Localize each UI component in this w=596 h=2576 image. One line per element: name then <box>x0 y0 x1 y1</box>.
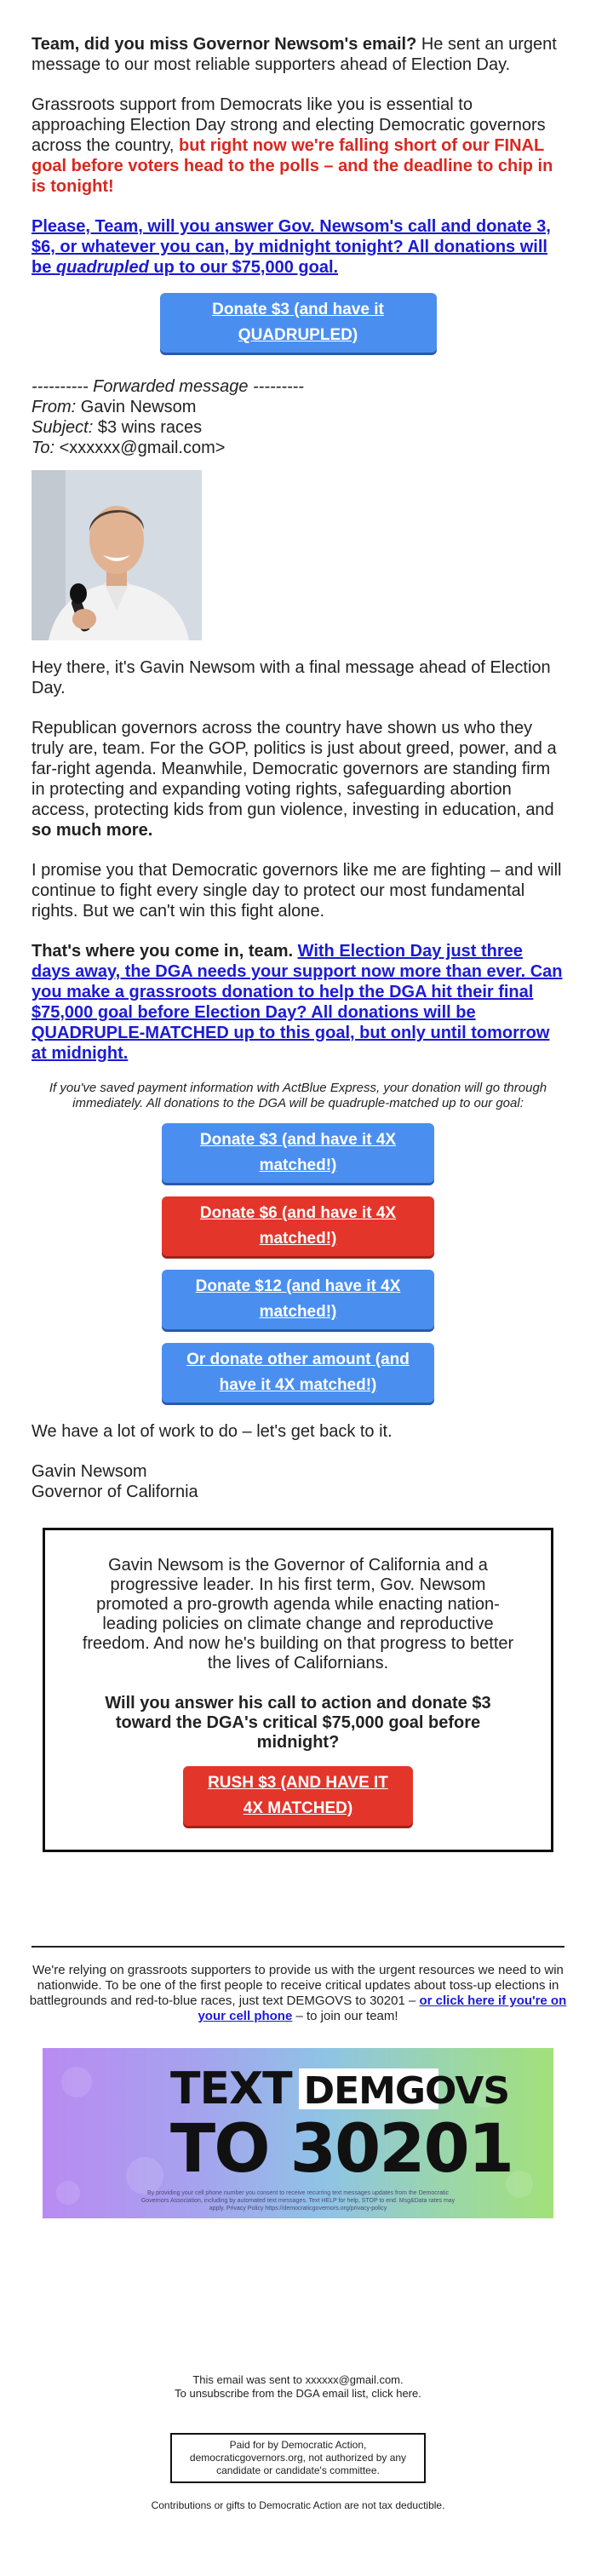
from-value: Gavin Newsom <box>76 398 197 416</box>
donate-quadrupled-button[interactable]: Donate $3 (and have it QUADRUPLED) <box>160 293 437 353</box>
intro-paragraph-2 <box>32 95 564 197</box>
signature-name: Gavin Newsom <box>32 1462 147 1481</box>
letter-p2-text: Republican governors across the country have shown us who they truly are, team. For the GOP, politics is just about greed, power, and a far-right agenda. Meanwhile, Democratic governors are standing firm in protecting and expanding voting rights, safeguarding abortion access, protecting kids from gun violence, investing in education, and <box>32 719 557 819</box>
rush-3-button[interactable]: RUSH $3 (AND HAVE IT 4X MATCHED) <box>183 1766 413 1826</box>
forwarded-header <box>32 376 564 458</box>
intro-paragraph-1 <box>32 34 564 75</box>
letter-p4-bold: That's where you come in, team. <box>32 942 298 961</box>
letter-donate-link[interactable]: With Election Day just three days away, the DGA needs your support now more than ever. Can you make a grassroots donation to help the DGA hit their final $75,000 goal before Election Day? All donations will be QUADRUPLE-MATCHED up to this goal, but only until tomorrow at midnight. <box>32 942 563 1063</box>
donate-12-button[interactable]: Donate $12 (and have it 4X matched!) <box>162 1270 434 1329</box>
sent-to-text: This email was sent to xxxxxx@gmail.com. <box>192 2373 404 2386</box>
intro-link-text-b[interactable]: up to our $75,000 goal. <box>148 258 339 277</box>
banner-fine-print: By providing your cell phone number you consent to receive recurring text messages updates from the Democratic Governors Association, including by automated text messages. Text HELP for help, STOP to end. Msg&Data rates may apply. Privacy Policy https://democraticgovernors.org/privacy-policy <box>140 2190 456 2212</box>
banner-text-line <box>170 2063 509 2117</box>
sms-banner[interactable] <box>43 2048 553 2218</box>
signature-title: Governor of California <box>32 1483 198 1501</box>
intro-paragraph-3 <box>32 216 564 278</box>
banner-keyword: DEMGOVS <box>303 2069 510 2113</box>
letter-paragraph-1: Hey there, it's Gavin Newsom with a final message ahead of Election Day. <box>32 658 551 697</box>
actblue-disclaimer: If you've saved payment information with ActBlue Express, your donation will go through immediately. All donations to the DGA will be quadruple-matched up to our goal: <box>49 1081 547 1110</box>
not-deductible-text: Contributions or gifts to Democratic Action are not tax deductible. <box>151 2499 445 2511</box>
banner-to-number: TO 30201 <box>170 2111 513 2188</box>
subject-value: $3 wins races <box>93 418 203 437</box>
donate-3-button[interactable]: Donate $3 (and have it 4X matched!) <box>162 1123 434 1183</box>
banner-text-word: TEXT <box>170 2063 292 2114</box>
letter-paragraph-3: I promise you that Democratic governors like me are fighting – and will continue to fight every single day to protect our most fundamental rights. But we can't win this fight alone. <box>32 861 562 921</box>
closing-line: We have a lot of work to do – let's get back to it. <box>32 1422 393 1441</box>
forwarded-line: ---------- Forwarded message --------- <box>32 377 304 396</box>
newsom-photo <box>32 470 202 640</box>
to-label: To: <box>32 439 55 457</box>
bio-ask: Will you answer his call to action and donate $3 toward the DGA's critical $75,000 goal before midnight? <box>105 1694 491 1752</box>
intro-greeting: Team, did you miss Governor Newsom's email? <box>32 35 417 54</box>
footer-sms-text <box>0 1963 596 2024</box>
unsubscribe-link[interactable]: To unsubscribe from the DGA email list, click here. <box>175 2387 421 2400</box>
footer-text-a: We're relying on grassroots supporters to provide us with the urgent resources we need to win nationwide. To be one of the first people to receive critical updates about toss-up elections in battlegrounds and red-to-blue races, just text DEMGOVS to 30201 – <box>29 1963 564 2008</box>
intro-text: He sent an urgent message to our most reliable supporters ahead of Election Day. <box>32 35 557 74</box>
paid-for-box: Paid for by Democratic Action, democraticgovernors.org, not authorized by any candidate or candidate's committee. <box>170 2433 426 2483</box>
letter-paragraph-4 <box>32 941 564 1064</box>
donate-other-button[interactable]: Or donate other amount (and have it 4X matched!) <box>162 1343 434 1403</box>
intro-p2-text: Grassroots support from Democrats like you is essential to approaching Election Day strong and electing Democratic governors across the country, <box>32 95 546 155</box>
bio-box <box>43 1528 553 1852</box>
footer-text-b: – to join our team! <box>292 2009 398 2023</box>
footer-cell-link[interactable]: or click here if you're on your cell phone <box>198 1994 567 2023</box>
donate-6-button[interactable]: Donate $6 (and have it 4X matched!) <box>162 1196 434 1256</box>
portrait-illustration <box>32 470 202 640</box>
intro-link-emphasis[interactable]: quadrupled <box>55 258 149 277</box>
donate-buttons-list <box>32 1123 564 1403</box>
intro-donate-link[interactable] <box>32 217 551 277</box>
subject-label: Subject: <box>32 418 94 437</box>
signature <box>32 1461 564 1502</box>
to-value: <xxxxxx@gmail.com> <box>54 439 226 457</box>
intro-p2-red: but right now we're falling short of our FINAL goal before voters head to the polls – and the deadline to chip in is tonight! <box>32 136 553 196</box>
sms-banner-link[interactable] <box>0 2048 596 2218</box>
letter-p2-bold: so much more. <box>32 821 153 840</box>
letter-paragraph-2 <box>32 718 564 840</box>
bio-text: Gavin Newsom is the Governor of California and a progressive leader. In his first term, Gov. Newsom promoted a pro-growth agenda while enacting nation-leading policies on climate change and reproductive freedom. And now he's building on that progress to better the lives of Californians. <box>82 1556 514 1672</box>
intro-link-text-a[interactable]: Please, Team, will you answer Gov. Newsom's call and donate 3, $6, or whatever you can, by midnight tonight? All donations will be <box>32 217 551 277</box>
from-label: From: <box>32 398 77 416</box>
